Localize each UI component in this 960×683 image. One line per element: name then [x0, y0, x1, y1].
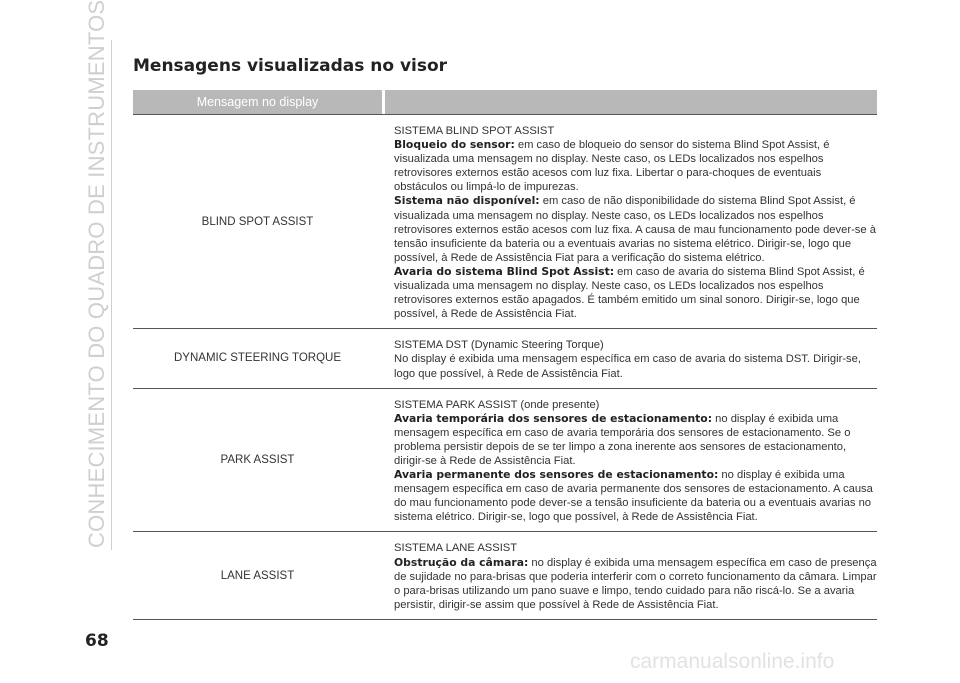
watermark: carmanualsonline.info	[630, 650, 835, 673]
description-entry	[394, 352, 877, 380]
entry-heading: Obstrução da câmara:	[394, 555, 529, 569]
message-description	[382, 115, 877, 328]
system-name: SISTEMA BLIND SPOT ASSIST	[394, 125, 555, 137]
description-entry	[394, 412, 877, 468]
system-name: SISTEMA LANE ASSIST	[394, 542, 518, 555]
system-name: SISTEMA DST (Dynamic Steering Torque)	[394, 339, 604, 352]
entry-text: no display é exibida uma mensagem específica em caso de avaria permanente dos sensores de estacionamento. A causa do mau funcionamento pode dever-se a tensão insuficiente da bateria ou a eventuais avarias no sistema elétrico. Dirigir-se, logo que possível, à Rede de Assistência Fiat.	[394, 469, 873, 524]
entry-heading: Bloqueio do sensor:	[394, 138, 515, 152]
description-entry	[394, 265, 877, 321]
display-message-label: BLIND SPOT ASSIST	[201, 215, 314, 228]
entry-heading: Avaria permanente dos sensores de estacionamento:	[394, 468, 719, 482]
page-title: Mensagens visualizadas no visor	[133, 56, 448, 76]
table-row	[133, 114, 877, 329]
page-number: 68	[85, 631, 109, 651]
messages-table	[133, 90, 877, 620]
description-entry	[394, 556, 877, 612]
side-divider	[111, 40, 112, 550]
entry-text: em caso de não disponibilidade do sistema Blind Spot Assist, é visualizada uma mensagem no display. Neste caso, os LEDs localizados nos espelhos retrovisores externos estão acesos com luz fixa. A causa de mau funcionamento pode dever-se à tensão insuficiente da bateria ou a eventuais avarias no sistema elétrico. Dirigir-se, logo que possível, à Rede de Assistência Fiat para a verificação do sistema elétrico.	[394, 195, 876, 264]
message-description	[382, 329, 877, 387]
table-row	[133, 532, 877, 619]
table-row	[133, 389, 877, 533]
entry-text: no display é exibida uma mensagem específica em caso de presença de sujidade no para-brisas que poderia interferir com o correto funcionamento da câmara. Limpar o para-brisas utilizando um pano suave e limpo, tendo cuidado para não riscá-lo. Se a avaria persistir, dirigir-se assim que possível à Rede de Assistência Fiat.	[394, 556, 877, 611]
entry-text: em caso de bloqueio do sensor do sistema Blind Spot Assist, é visualizada uma mensagem no display. Neste caso, os LEDs localizados nos espelhos retrovisores externos estão acesos com luz fixa. Libertar o para-choques de eventuais obstáculos ou limpá-lo de impurezas.	[394, 139, 830, 194]
entry-text: No display é exibida uma mensagem específica em caso de avaria do sistema DST. Dirigir-se, logo que possível, à Rede de Assistência Fiat.	[394, 353, 861, 380]
display-message-label: LANE ASSIST	[220, 569, 295, 582]
entry-heading: Avaria temporária dos sensores de estacionamento:	[394, 411, 713, 425]
message-description	[382, 532, 877, 618]
description-entry	[394, 468, 877, 524]
header-message-column: Mensagem no display	[133, 90, 382, 114]
description-entry	[394, 138, 877, 194]
display-message-label: PARK ASSIST	[220, 454, 295, 467]
section-side-title: CONHECIMENTO DO QUADRO DE INSTRUMENTOS	[84, 0, 109, 548]
table-header	[133, 90, 877, 114]
message-description	[382, 389, 877, 532]
display-message-label: DYNAMIC STEERING TORQUE	[174, 352, 341, 365]
description-entry	[394, 194, 877, 264]
entry-text: no display é exibida uma mensagem específica em caso de avaria temporária dos sensores de estacionamento. Se o problema persistir depois de se ter limpo a zona inerente aos sensores de estacionamento, dirigir-se à Rede de Assistência Fiat.	[394, 412, 851, 467]
table-body	[133, 114, 877, 620]
entry-text: em caso de avaria do sistema Blind Spot Assist, é visualizada uma mensagem no display. Neste caso, os LEDs localizados nos espelhos retrovisores externos estão apagados. É também emitido um sinal sonoro. Dirigir-se, logo que possível, à Rede de Assistência Fiat.	[394, 265, 865, 321]
system-name: SISTEMA PARK ASSIST (onde presente)	[394, 398, 600, 411]
entry-heading: Avaria do sistema Blind Spot Assist:	[394, 264, 615, 278]
entry-heading: Sistema não disponível:	[394, 194, 540, 208]
table-row	[133, 329, 877, 388]
header-description-column	[385, 90, 877, 114]
